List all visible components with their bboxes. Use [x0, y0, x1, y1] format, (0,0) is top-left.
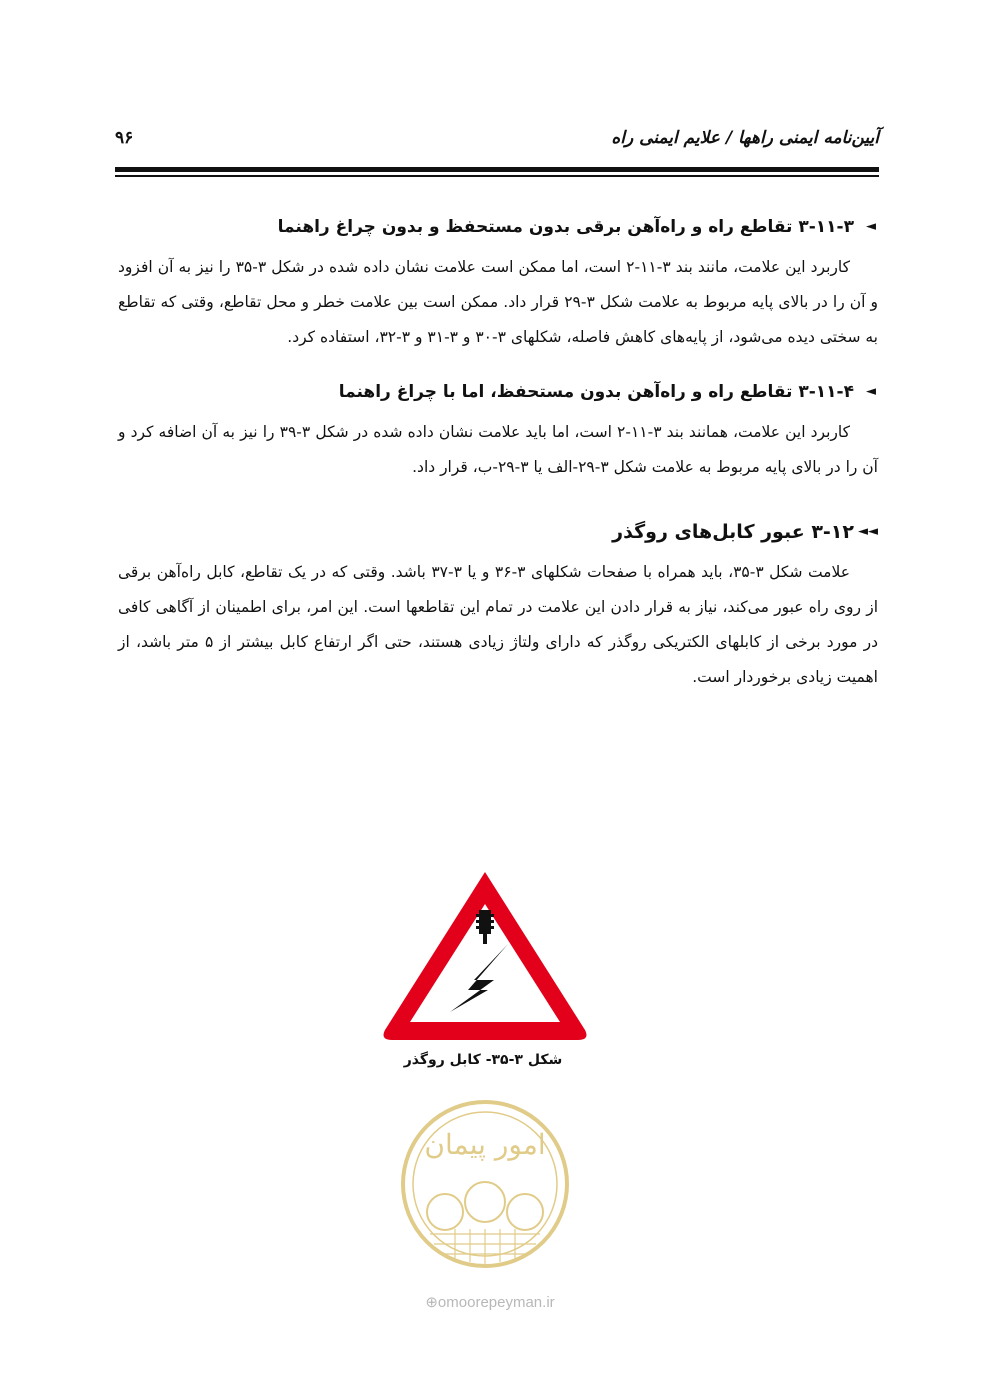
- section-heading: [118, 210, 878, 244]
- section-heading-text: ۳-۱۱-۴ تقاطع راه و راه‌آهن بدون مستحفظ، اما با چراغ راهنما: [338, 382, 854, 402]
- section-paragraph: کاربرد این علامت، مانند بند ۳-۱۱-۲ است، اما ممکن است علامت نشان داده شده در شکل ۳-۳۵ را نیز به آن افزود و آن را در بالای پایه مربوط به علامت شکل ۳-۲۹ قرار داد. ممکن است بین علامت خطر و محل تقاطع، وقتی که تقاطع به سختی دیده می‌شود، از پایه‌های کاهش فاصله، شکلهای ۳-۳۰ و ۳-۳۱ و ۳-۳۲، استفاده کرد.: [118, 258, 879, 346]
- section-paragraph: علامت شکل ۳-۳۵، باید همراه با صفحات شکلهای ۳-۳۶ و یا ۳-۳۷ باشد. وقتی که در یک تقاطع، کابل راه‌آهن برقی از روی راه عبور می‌کند، نیاز به قرار دادن این علامت در تمام این تقاطعها است. این امر، برای اطمینان از آگاهی کافی در مورد برخی از کابلهای الکتریکی روگذر که دارای ولتاژ زیادی هستند، حتی اگر ارتفاع کابل بیشتر از ۵ متر باشد، از اهمیت زیادی برخوردار است.: [118, 563, 878, 686]
- section-heading: [118, 375, 878, 409]
- seal-text: امور پیمان: [424, 1128, 546, 1161]
- section-paragraph: کاربرد این علامت، همانند بند ۳-۱۱-۲ است، اما باید علامت نشان داده شده در شکل ۳-۳۹ را نیز به آن اضافه کرد و آن را در بالای پایه مربوط به علامت شکل ۳-۲۹-الف یا ۳-۲۹-ب، قرار داد.: [118, 423, 878, 476]
- grid-pattern: [430, 1229, 540, 1264]
- globe-icon: ⊕: [425, 1294, 438, 1311]
- bullet-marker: ◄: [866, 219, 876, 234]
- running-title: آیین‌نامه ایمنی راهها / علایم ایمنی راه: [611, 128, 879, 148]
- section-heading: [118, 515, 878, 549]
- section-3-11-4: [118, 375, 878, 485]
- figure-caption: شکل ۳-۳۵- کابل روگذر: [403, 1052, 563, 1068]
- double-bullet-marker: ◄◄: [858, 524, 878, 539]
- header-rule-thick: [115, 167, 879, 172]
- section-heading-text: ۳-۱۱-۳ تقاطع راه و راه‌آهن برقی بدون مستحفظ و بدون چراغ راهنما: [277, 217, 854, 237]
- section-3-11-3: [118, 210, 878, 355]
- page-number: ۹۶: [115, 128, 134, 148]
- gear-icons: [427, 1182, 543, 1230]
- header-rule-thin: [115, 175, 879, 177]
- bullet-marker: ◄: [866, 384, 876, 399]
- watermark-url-text: omoorepeyman.ir: [437, 1294, 555, 1311]
- page-header: [115, 128, 879, 158]
- section-3-12: [118, 515, 878, 695]
- body-content: [118, 210, 878, 695]
- watermark-url: [400, 1293, 580, 1311]
- watermark-seal-logo: [400, 1094, 570, 1274]
- section-heading-text: ۳-۱۲ عبور کابل‌های روگذر: [612, 521, 854, 543]
